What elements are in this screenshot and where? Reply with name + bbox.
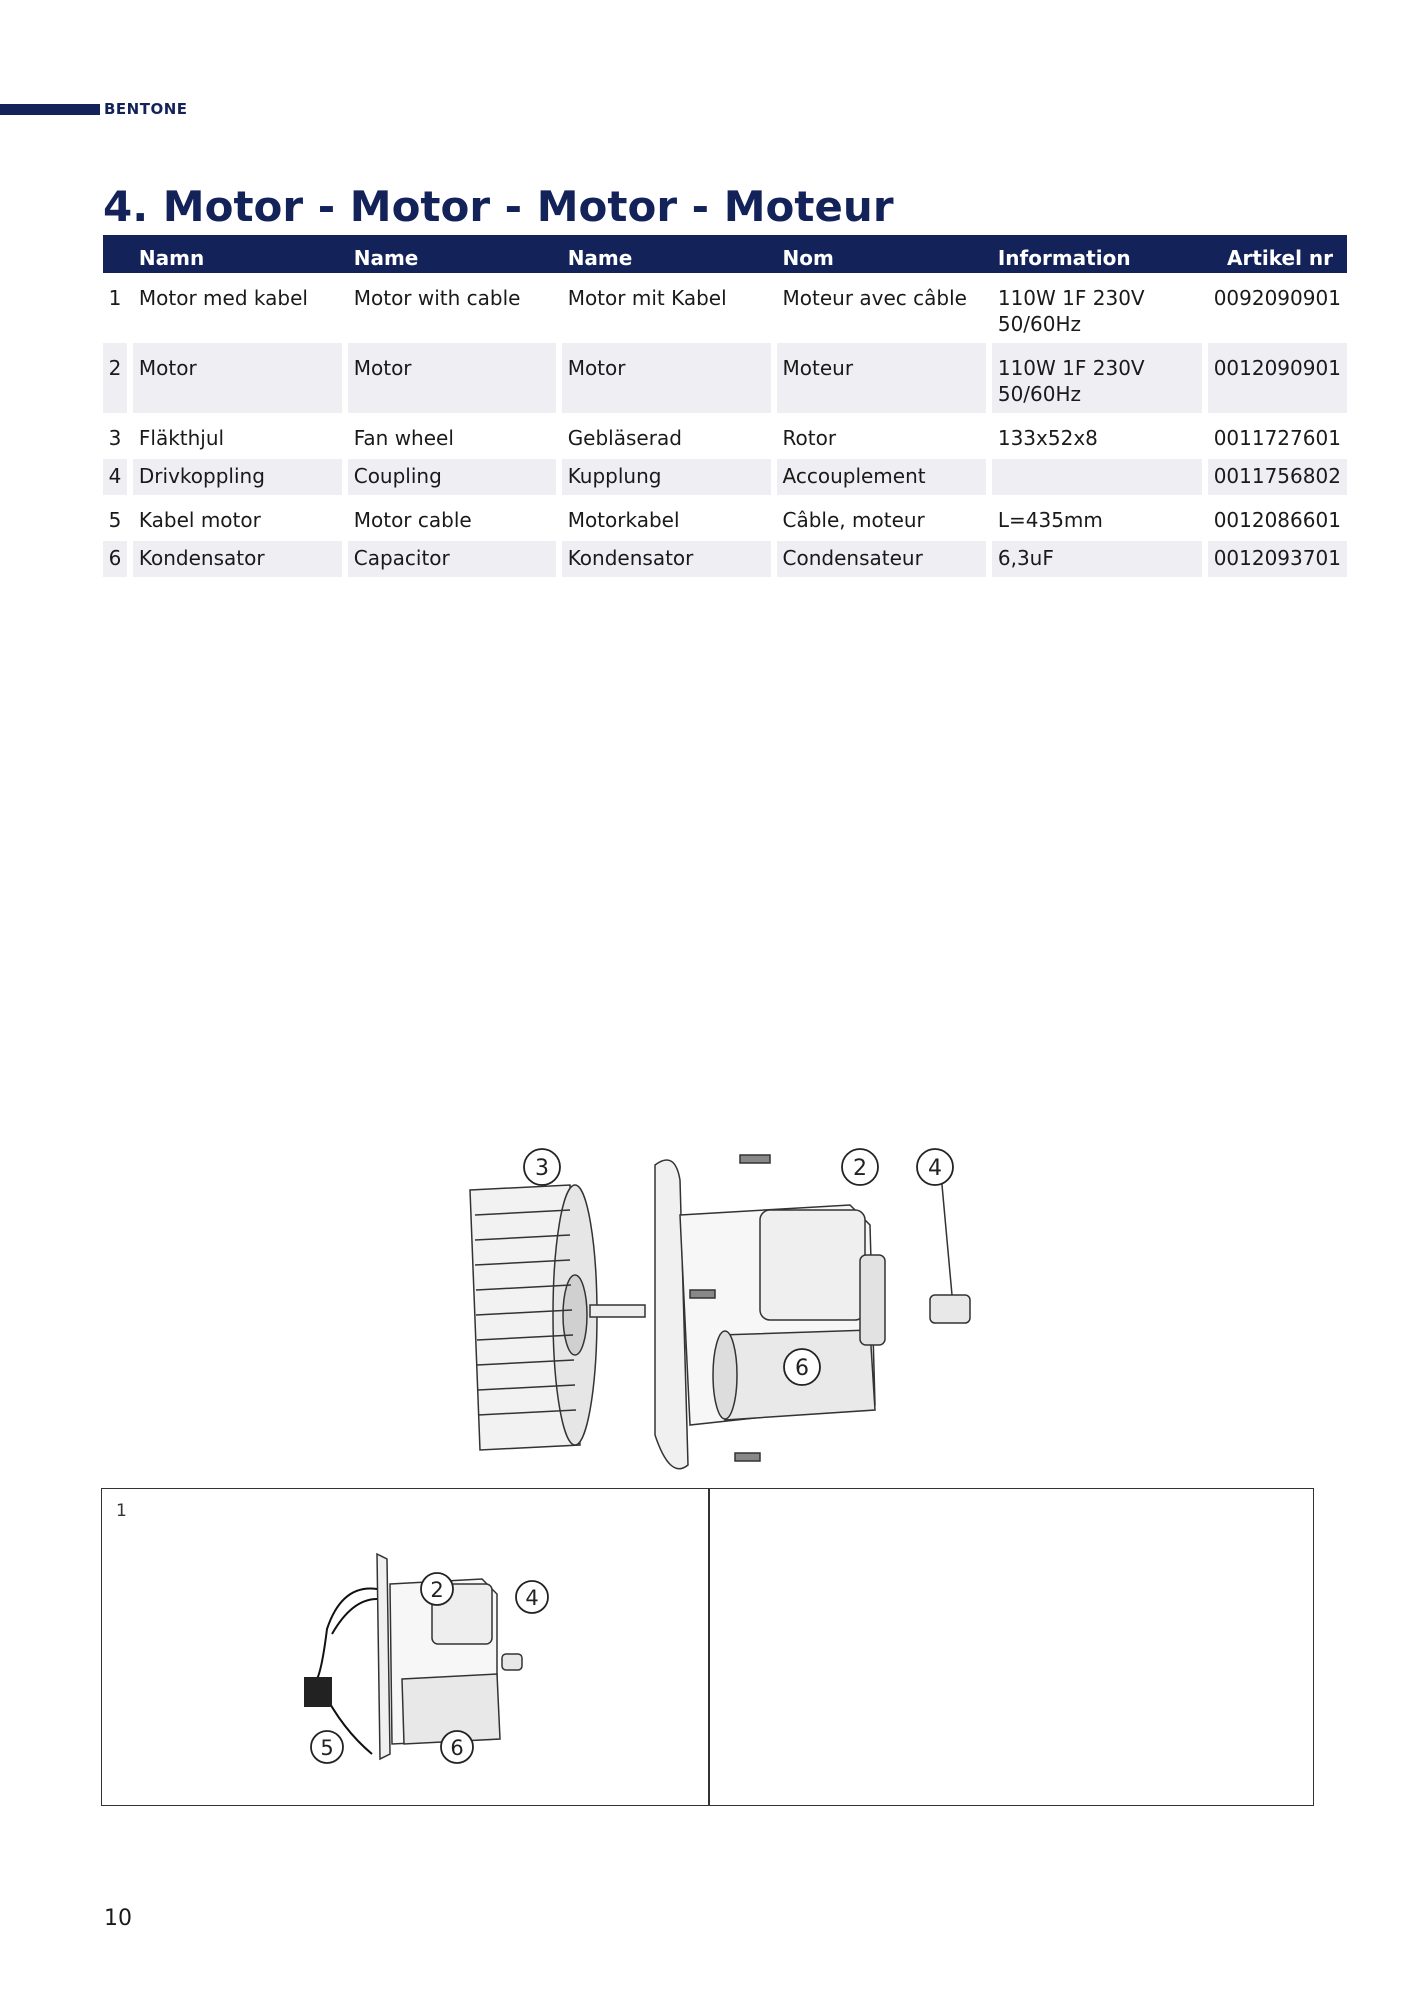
- cell-name-de: Motor: [562, 343, 777, 413]
- cell-nom: Accouplement: [777, 459, 992, 495]
- callout-text: 5: [320, 1736, 334, 1760]
- callout-2: [842, 1149, 878, 1185]
- page-number: 10: [104, 1906, 132, 1931]
- callout-text: 4: [525, 1586, 539, 1610]
- parts-table: [103, 235, 1347, 577]
- header-position: [103, 235, 133, 273]
- detail-divider: [708, 1489, 710, 1805]
- cell-information: 133x52x8: [992, 413, 1208, 459]
- table-row: [103, 459, 1347, 495]
- cell-nom: Rotor: [777, 413, 992, 459]
- brand-bar: [0, 104, 100, 115]
- cell-artikel-nr: 0012090901: [1208, 343, 1347, 413]
- header-information: Information: [992, 235, 1208, 273]
- cell-artikel-nr: 0012086601: [1213, 508, 1341, 532]
- detail-cable: [317, 1589, 377, 1755]
- table-row: [103, 343, 1347, 413]
- header-name-de: Name: [562, 235, 777, 273]
- cell-information: [992, 459, 1208, 495]
- cell-name-en: Motor: [348, 343, 562, 413]
- detail-callout-2: [421, 1573, 453, 1605]
- header-namn: Namn: [133, 235, 348, 273]
- callout-text: 6: [795, 1356, 809, 1381]
- cell-namn: Kondensator: [133, 541, 348, 577]
- callout-text: 2: [853, 1156, 867, 1181]
- callout-3: [524, 1149, 560, 1185]
- callout-text: 2: [430, 1578, 444, 1602]
- cell-position: 2: [103, 343, 133, 413]
- detail-connector: [304, 1677, 332, 1707]
- table-row: [103, 495, 1347, 541]
- cell-name-en: Fan wheel: [348, 413, 562, 459]
- cell-information: 110W 1F 230V 50/60Hz: [992, 273, 1208, 343]
- detail-callout-5: [311, 1731, 343, 1763]
- page-title: 4. Motor - Motor - Motor - Moteur: [103, 182, 894, 231]
- cell-name-de: Kupplung: [562, 459, 777, 495]
- cell-name-en: Coupling: [348, 459, 562, 495]
- cell-name-en: Motor with cable: [348, 273, 562, 343]
- detail-callout-6: [441, 1731, 473, 1763]
- cell-name-de: Motorkabel: [562, 495, 777, 541]
- cell-information: 110W 1F 230V 50/60Hz: [992, 343, 1208, 413]
- exploded-view-drawing: [430, 1135, 1030, 1490]
- cell-namn: Fläkthjul: [133, 413, 348, 459]
- cell-nom: Câble, moteur: [777, 495, 992, 541]
- cell-artikel-nr: 0012093701: [1208, 541, 1347, 577]
- fan-wheel-drawing: [470, 1185, 645, 1450]
- detail-box: [101, 1488, 1314, 1806]
- motor-drawing: [655, 1155, 885, 1469]
- cell-information: L=435mm: [992, 495, 1208, 541]
- cell-name-de: Motor mit Kabel: [562, 273, 777, 343]
- cell-namn: Motor: [133, 343, 348, 413]
- cell-namn: Kabel motor: [133, 495, 348, 541]
- brand-name: BENTONE: [104, 100, 188, 118]
- coupling-drawing: [930, 1295, 970, 1323]
- cell-nom: Moteur: [777, 343, 992, 413]
- cell-name-en: Motor cable: [348, 495, 562, 541]
- callout-text: 3: [535, 1156, 549, 1181]
- table-row: [103, 273, 1347, 343]
- detail-motor-drawing: [282, 1529, 582, 1789]
- cell-namn: Motor med kabel: [133, 273, 348, 343]
- cell-artikel-nr: 0011756802: [1208, 459, 1347, 495]
- header-nom: Nom: [777, 235, 992, 273]
- cell-name-en: Capacitor: [348, 541, 562, 577]
- table-row: [103, 541, 1347, 577]
- callout-text: 6: [450, 1736, 464, 1760]
- cell-artikel-nr: 0011727601: [1213, 426, 1341, 450]
- callout-4: [917, 1149, 953, 1185]
- detail-callout-4: [516, 1581, 548, 1613]
- header-artikel-nr: Artikel nr: [1208, 235, 1347, 273]
- cell-position: 4: [103, 459, 133, 495]
- cell-information: 6,3uF: [992, 541, 1208, 577]
- header-name-en: Name: [348, 235, 562, 273]
- cell-position: 1: [103, 273, 133, 343]
- cell-position: 5: [103, 495, 133, 541]
- cell-position: 6: [103, 541, 133, 577]
- cell-artikel-nr: 0092090901: [1213, 286, 1341, 310]
- cell-nom: Moteur avec câble: [777, 273, 992, 343]
- cell-position: 3: [103, 413, 133, 459]
- cell-nom: Condensateur: [777, 541, 992, 577]
- cell-name-de: Kondensator: [562, 541, 777, 577]
- cell-namn: Drivkoppling: [133, 459, 348, 495]
- table-row: [103, 413, 1347, 459]
- detail-label: 1: [116, 1501, 127, 1521]
- callout-text: 4: [928, 1156, 942, 1181]
- table-header-row: [103, 235, 1347, 273]
- callout-6: [784, 1349, 820, 1385]
- cell-name-de: Gebläserad: [562, 413, 777, 459]
